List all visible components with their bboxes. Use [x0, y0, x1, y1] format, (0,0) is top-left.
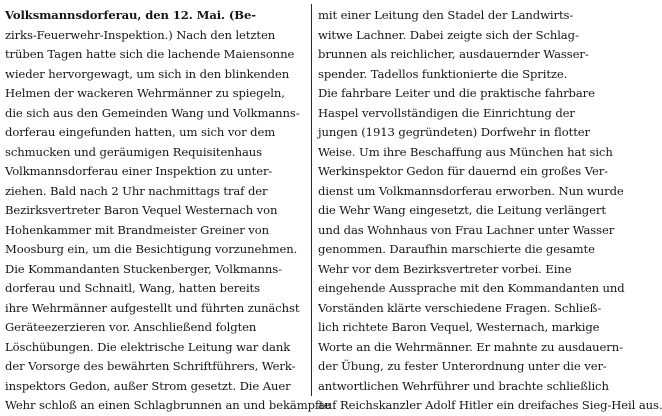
text-line: spender. Tadellos funktionierte die Spritze.	[318, 66, 568, 81]
text-line: brunnen als reichlicher, ausdauernder Wasser-	[318, 47, 589, 61]
text-line: dienst um Volkmannsdorferau erworben. Nun wurde	[318, 183, 624, 198]
text-line: inspektors Gedon, außer Strom gesetzt. Die Auer	[5, 378, 291, 393]
text-line: Hohenkammer mit Brandmeister Greiner von	[5, 222, 269, 237]
text-line: die Wehr Wang eingesetzt, die Leitung verlängert	[318, 203, 606, 217]
text-line: Die Kommandanten Stuckenberger, Volkmanns-	[5, 261, 282, 276]
text-line: Worte an die Wehrmänner. Er mahnte zu ausdauern-	[318, 339, 623, 354]
text-line: Weise. Um ihre Beschaffung aus München hat sich	[318, 144, 613, 159]
text-line: genommen. Daraufhin marschierte die gesamte	[318, 242, 595, 256]
text-line: der Übung, zu fester Unterordnung unter die ver-	[318, 359, 607, 373]
text-line: jungen (1913 gegründeten) Dorfwehr in flotter	[318, 125, 590, 139]
text-line: wieder hervorgewagt, um sich in den blinkenden	[5, 66, 290, 81]
text-line: schmucken und geräumigen Requisitenhaus	[5, 144, 263, 159]
text-line: Bezirksvertreter Baron Vequel Westernach von	[5, 203, 278, 217]
text-line: Helmen der wackeren Wehrmänner zu spiegeln,	[5, 86, 285, 100]
text-line: und das Wohnhaus von Frau Lachner unter Wasser	[318, 222, 615, 237]
text-line: Löschübungen. Die elektrische Leitung war dank	[5, 339, 291, 354]
text-line: witwe Lachner. Dabei zeigte sich der Schlag-	[318, 27, 579, 42]
text-line: Wehr vor dem Bezirksvertreter vorbei. Eine	[318, 261, 572, 276]
text-line: Die fahrbare Leiter und die praktische fahrbare	[318, 86, 595, 100]
text-line: mit einer Leitung den Stadel der Landwirts-	[318, 8, 574, 22]
text-line: der Vorsorge des bewährten Schriftführers, Werk-	[5, 359, 296, 373]
text-line: trüben Tagen hatte sich die lachende Maiensonne	[5, 47, 295, 61]
text-line: ihre Wehrmänner aufgestellt und führten zunächst	[5, 300, 300, 315]
column-divider	[311, 4, 312, 396]
text-line: dorferau und Schnaitl, Wang, hatten bereits	[5, 281, 260, 295]
text-line: auf Reichskanzler Adolf Hitler ein dreifaches Sieg-Heil aus.	[318, 398, 662, 412]
text-line: Geräteezerzieren vor. Anschließend folgten	[5, 320, 257, 334]
text-line: Volkmannsdorferau einer Inspektion zu unter-	[5, 164, 273, 178]
article-dateline: Volksmannsdorferau, den 12. Mai. (Be-	[5, 8, 256, 22]
left-column	[5, 6, 331, 416]
text-line: Haspel vervollständigen die Einrichtung der	[318, 105, 575, 120]
text-line: zirks-Feuerwehr-Inspektion.) Nach den letzten	[5, 27, 276, 42]
text-line: lich richtete Baron Vequel, Westernach, markige	[318, 320, 600, 334]
text-line: Werkinspektor Gedon für dauernd ein großes Ver-	[318, 164, 608, 178]
text-line: eingehende Aussprache mit den Kommandanten und	[318, 281, 625, 295]
text-line: die sich aus den Gemeinden Wang und Volkmanns-	[5, 105, 300, 120]
text-line: antwortlichen Wehrführer und brachte schließlich	[318, 378, 609, 393]
right-column	[318, 6, 662, 416]
text-line: ziehen. Bald nach 2 Uhr nachmittags traf der	[5, 183, 268, 198]
text-line: Vorständen klärte verschiedene Fragen. Schließ-	[318, 300, 602, 315]
text-line: dorferau eingefunden hatten, um sich vor dem	[5, 125, 276, 139]
text-line: Moosburg ein, um die Besichtigung vorzunehmen.	[5, 242, 298, 256]
text-line: Wehr schloß an einen Schlagbrunnen an und bekämpfte	[5, 398, 331, 412]
